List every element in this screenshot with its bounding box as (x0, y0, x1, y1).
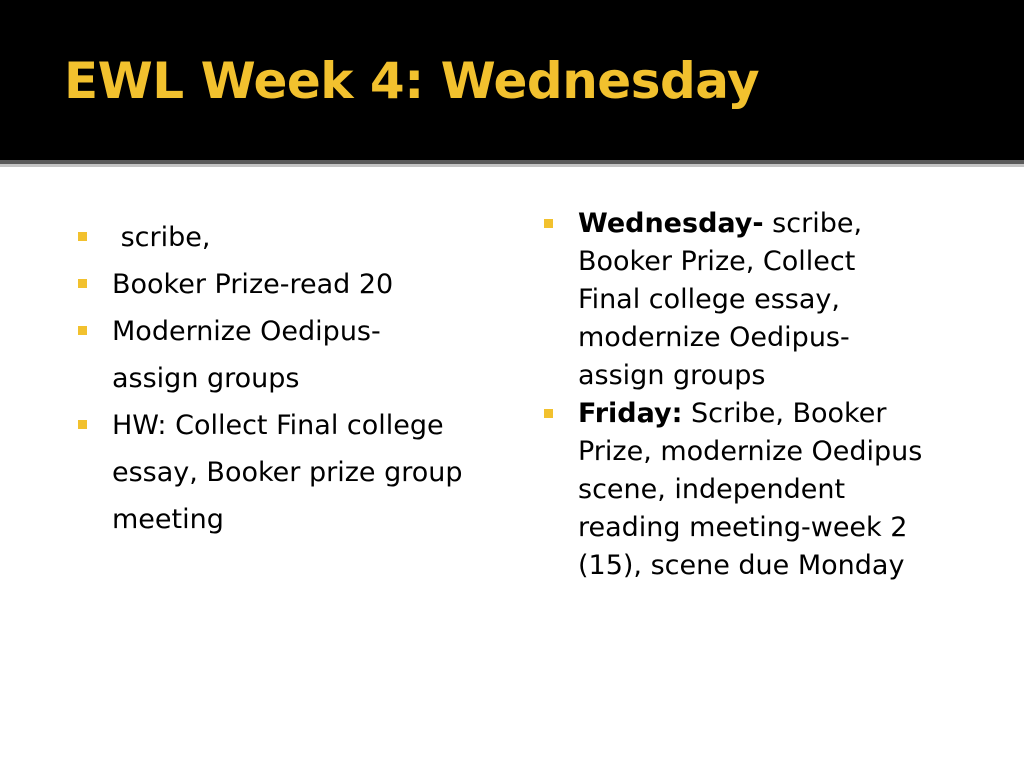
slide-title: EWL Week 4: Wednesday (64, 52, 760, 110)
right-item-text: scribe, Booker Prize, Collect Final college essay, modernize Oedipus-assign groups (578, 208, 863, 391)
square-bullet-icon (78, 232, 87, 241)
right-list-item-wednesday (542, 205, 918, 395)
square-bullet-icon (78, 326, 87, 335)
square-bullet-icon (78, 420, 87, 429)
right-list-item-friday (542, 395, 948, 585)
day-label: Wednesday- (578, 208, 764, 239)
left-item-text: Booker Prize-read 20 (112, 269, 394, 300)
left-item-text: scribe, (112, 222, 211, 253)
day-label: Friday: (578, 398, 683, 429)
left-list-item (76, 402, 482, 543)
title-band (0, 0, 1024, 160)
left-list-item (76, 308, 442, 402)
left-list-item (76, 261, 486, 308)
square-bullet-icon (544, 219, 553, 228)
left-item-text: Modernize Oedipus-assign groups (112, 316, 381, 394)
left-bullet-list (76, 214, 486, 543)
title-divider-light (0, 164, 1024, 167)
right-bullet-list (542, 205, 982, 585)
left-item-text: HW: Collect Final college essay, Booker prize group meeting (112, 410, 463, 535)
square-bullet-icon (78, 279, 87, 288)
left-list-item (76, 214, 486, 261)
square-bullet-icon (544, 409, 553, 418)
right-item-text: Scribe, Booker Prize, modernize Oedipus scene, independent reading meeting-week 2 (15), scene due Monday (578, 398, 923, 581)
